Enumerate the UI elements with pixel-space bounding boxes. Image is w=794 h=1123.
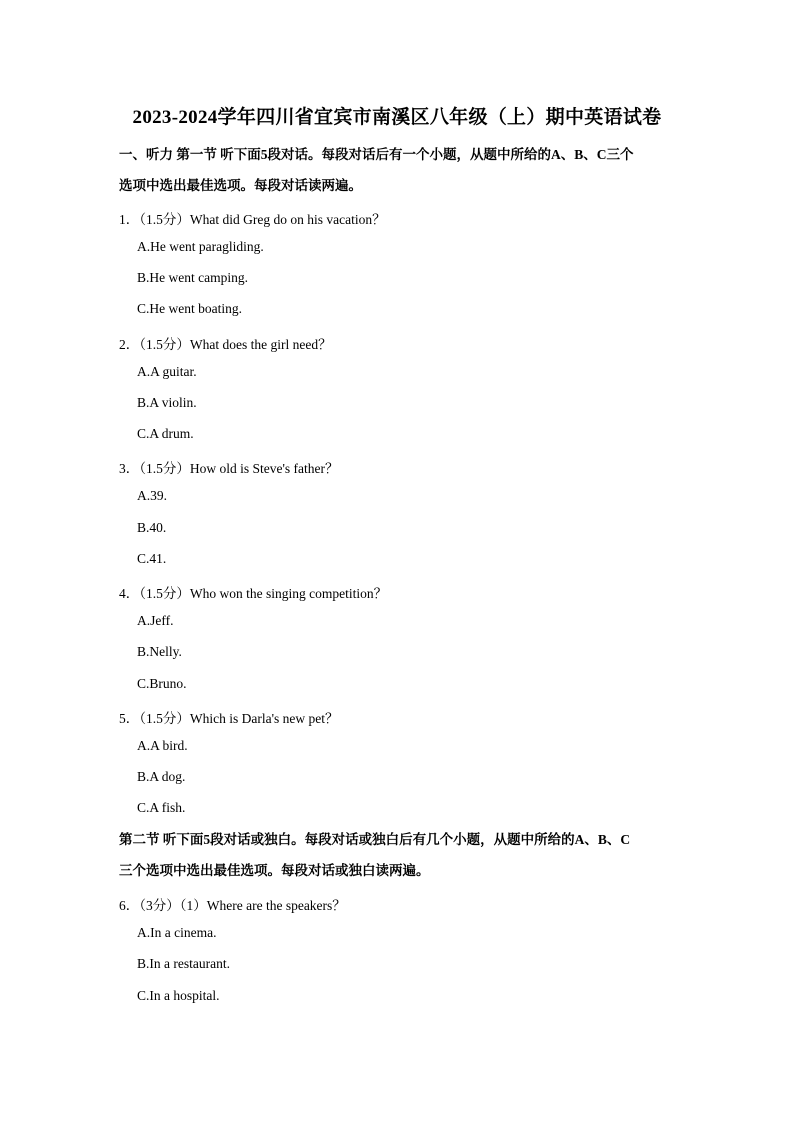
question-1-stem: 1．（1.5分）What did Greg do on his vacation？ [119,212,386,227]
section-1-line-2: 选项中选出最佳选项。每段对话读两遍。 [119,178,362,193]
question-1-option-c: C.He went boating. [137,301,242,316]
question-2-option-c: C.A drum. [137,426,194,441]
question-1-option-b: B.He went camping. [137,270,248,285]
question-6-option-b: B.In a restaurant. [137,956,230,971]
question-4-option-c: C.Bruno. [137,676,187,691]
question-6-stem: 6．（3分）（1）Where are the speakers？ [119,898,346,913]
section-2-line-1: 第二节 听下面5段对话或独白。每段对话或独白后有几个小题，从题中所给的A、B、C [119,832,631,847]
section-2-line-2: 三个选项中选出最佳选项。每段对话或独白读两遍。 [119,863,430,878]
question-2-option-a: A.A guitar. [137,364,197,379]
question-3-stem: 3．（1.5分）How old is Steve's father？ [119,461,339,476]
question-4-option-b: B.Nelly. [137,644,182,659]
question-4-option-a: A.Jeff. [137,613,174,628]
section-1-instructions [119,139,679,201]
question-4-stem: 4．（1.5分）Who won the singing competition？ [119,586,388,601]
question-3-option-a: A.39. [137,488,167,503]
question-5-option-c: C.A fish. [137,800,186,815]
question-5-option-b: B.A dog. [137,769,186,784]
question-3-option-c: C.41. [137,551,167,566]
question-1-option-a: A.He went paragliding. [137,239,264,254]
page-title: 2023-2024学年四川省宜宾市南溪区八年级（上）期中英语试卷 [132,107,662,128]
section-2-instructions [119,824,679,886]
section-1-line-1: 一、听力 第一节 听下面5段对话。每段对话后有一个小题，从题中所给的A、B、C三个 [119,147,634,162]
question-5-stem: 5．（1.5分）Which is Darla's new pet？ [119,711,339,726]
question-5-option-a: A.A bird. [137,738,188,753]
question-2-option-b: B.A violin. [137,395,197,410]
question-6-option-a: A.In a cinema. [137,925,217,940]
question-6-option-c: C.In a hospital. [137,988,220,1003]
question-2-stem: 2．（1.5分）What does the girl need？ [119,337,332,352]
question-3-option-b: B.40. [137,520,167,535]
